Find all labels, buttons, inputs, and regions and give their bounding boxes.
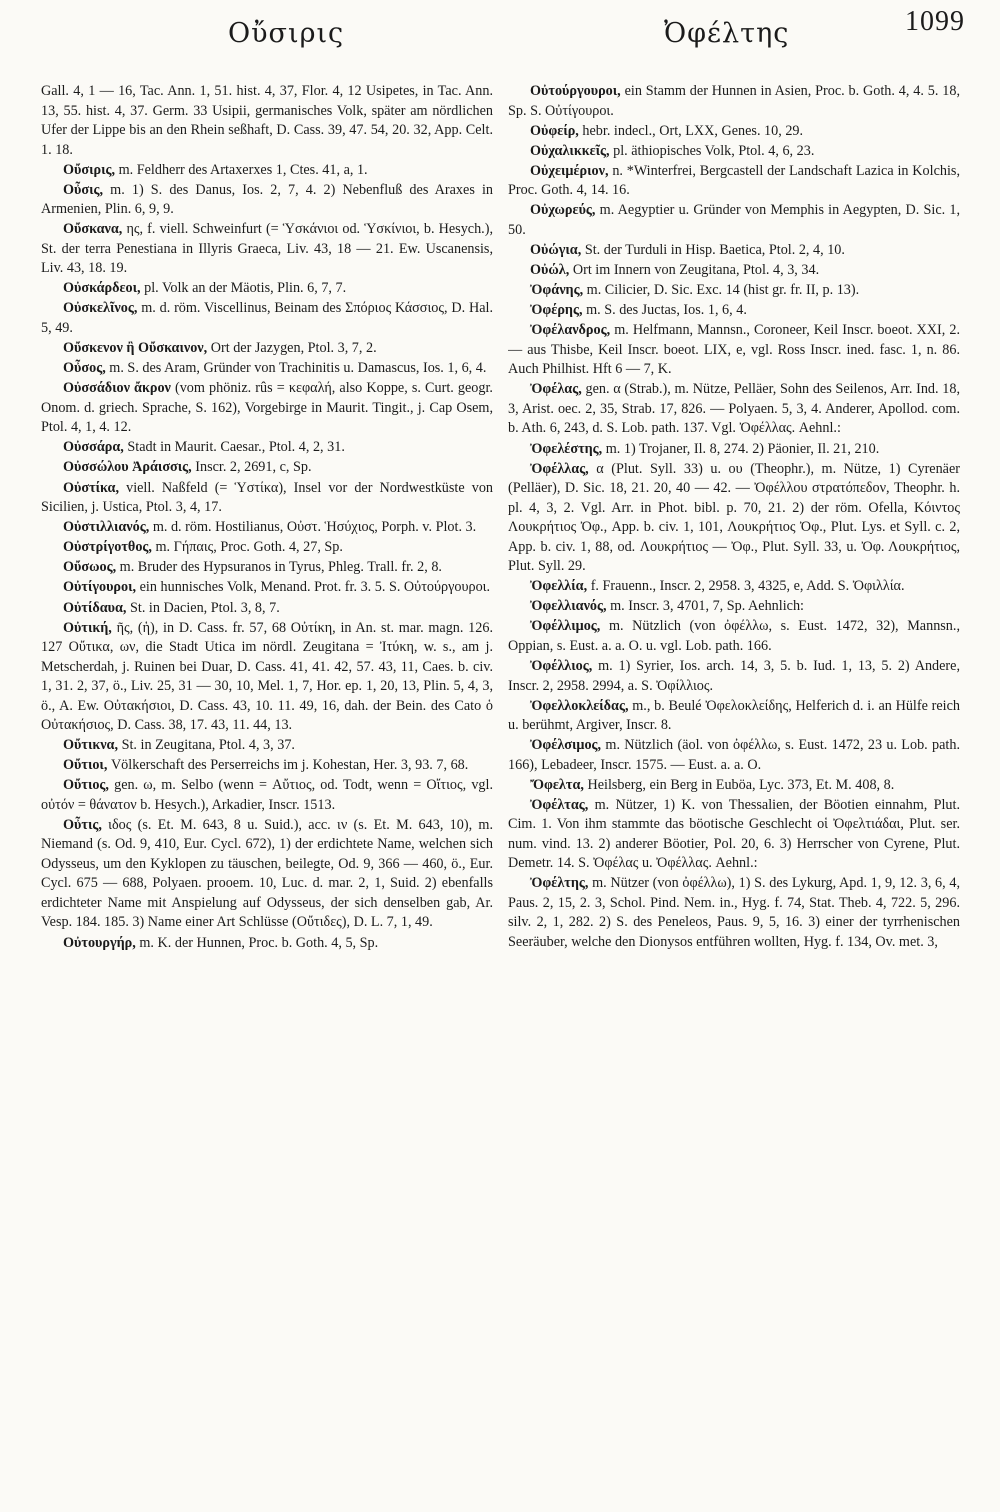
- entry-headword: Οὐσκελῖνος,: [63, 300, 138, 317]
- dictionary-entry: [508, 597, 960, 617]
- entry-text: ης, f. viell. Schweinfurt (= Ὑσκάνιοι od. Ὑσκίνιοι, b. Hesych.), St. der terra Penestiana in Illyris Graeca, Liv. 43, 18 — 21. Ew. Uscanensis, Liv. 43, 18. 19.: [41, 221, 493, 277]
- entry-headword: Οὐχωρεύς,: [530, 202, 596, 219]
- dictionary-entry: [41, 558, 493, 578]
- dictionary-entry: [41, 379, 493, 438]
- entry-text: m. Nützer, 1) K. von Thessalien, der Böotien einnahm, Plut. Cim. 1. Von ihm stammte das böotische Geschlecht οἱ Ὀφελτιάδαι, Plut. ser. num. vind. 13. 2) anderer Böotier, Pol. 20, 6. 3) Herrscher von Cyrene, Plut. Demetr. 14. S. Ὀφέλας u. Ὀφέλλας. Aehnl.:: [508, 796, 960, 872]
- entry-headword: Οὐώγια,: [530, 241, 582, 258]
- entry-text: m. 1) S. des Danus, Ios. 2, 7, 4. 2) Nebenfluß des Araxes in Armenien, Plin. 6, 9, 9.: [41, 181, 493, 218]
- entry-headword: Ὀφέλλιος,: [530, 658, 593, 674]
- entry-headword: Οὔσκενον ἢ Οὔσκαινον,: [63, 340, 208, 357]
- entry-text: Heilsberg, ein Berg in Euböa, Lyc. 373, Et. M. 408, 8.: [587, 776, 895, 793]
- dictionary-entry: [508, 440, 960, 460]
- entry-headword: Ὄφελτα,: [530, 776, 584, 793]
- entry-headword: Οὐστίκα,: [63, 479, 119, 496]
- entry-headword: Οὐσσάρα,: [63, 439, 124, 456]
- entry-headword: Οὔτιοι,: [63, 757, 108, 774]
- entry-headword: Οὐσσάδιον ἄκρον: [63, 380, 171, 397]
- entry-headword: Οὐσσώλου Ἀράισσις,: [63, 459, 192, 476]
- dictionary-entry: [41, 518, 493, 538]
- entry-headword: Οὐχαλικκεῖς,: [530, 142, 610, 159]
- entry-text: m. K. der Hunnen, Proc. b. Goth. 4, 5, Sp.: [139, 934, 379, 951]
- entry-text: m. Aegyptier u. Gründer von Memphis in Aegypten, D. Sic. 1, 50.: [508, 202, 960, 238]
- dictionary-entry: [508, 796, 960, 874]
- entry-headword: Οὖτις,: [63, 816, 102, 833]
- entry-headword: Οὐστιλλιανός,: [63, 519, 150, 536]
- entry-text: (vom phöniz. rûs = κεφαλή, also Koppe, s. Curt. geogr. Onom. d. griech. Sprache, S. 162), Vorgebirge in Maurit. Tingit., j. Cap Osem, Ptol. 4, 1, 4. 12.: [41, 380, 493, 436]
- entry-headword: Οὖσις,: [63, 181, 104, 198]
- entry-text: ein hunnisches Volk, Menand. Prot. fr. 3. 5. S. Οὐτούργουροι.: [139, 579, 491, 596]
- entry-text: m. S. des Juctas, Ios. 1, 6, 4.: [586, 302, 747, 319]
- dictionary-entry: [508, 301, 960, 321]
- dictionary-entry: [508, 82, 960, 121]
- dictionary-entry: [41, 359, 493, 379]
- entry-text: m. Γήπαις, Proc. Goth. 4, 27, Sp.: [155, 539, 343, 556]
- entry-text: m. 1) Trojaner, Il. 8, 274. 2) Päonier, Il. 21, 210.: [605, 440, 880, 457]
- entry-text: Völkerschaft des Perserreichs im j. Kohestan, Her. 3, 93. 7, 68.: [110, 757, 469, 774]
- entry-headword: Οὔτικνα,: [63, 737, 119, 754]
- entry-text: viell. Naßfeld (= Ὑστίκα), Insel vor der Nordwestküste von Sicilien, j. Ustica, Ptol. 3, 4, 17.: [41, 479, 493, 516]
- dictionary-entry: [508, 321, 960, 380]
- dictionary-entry: [41, 619, 493, 736]
- entry-headword: Οὐτίγουροι,: [63, 579, 137, 596]
- entry-headword: Οὔτιος,: [63, 777, 109, 794]
- dictionary-entry: [41, 816, 493, 933]
- entry-headword: Οὐτούργουροι,: [530, 83, 621, 99]
- entry-headword: Οὔσιρις,: [63, 161, 116, 178]
- dictionary-entry: [508, 261, 960, 281]
- entry-text: m. Nützlich (von ὀφέλλω, s. Eust. 1472, 32), Mannsn., Oppian, s. Eust. a. a. O. u. vgl. Lob. path. 166.: [508, 618, 960, 654]
- dictionary-entry: [508, 122, 960, 142]
- dictionary-entry: [41, 934, 493, 954]
- dictionary-entry: [41, 82, 493, 160]
- entry-headword: Οὐστρίγοτθος,: [63, 539, 152, 556]
- entry-headword: Ὀφέλλας,: [530, 460, 589, 477]
- dictionary-entry: [508, 657, 960, 696]
- entry-text: pl. äthiopisches Volk, Ptol. 4, 6, 23.: [613, 142, 815, 159]
- entry-headword: Οὔσωος,: [63, 559, 117, 576]
- dictionary-entry: [41, 736, 493, 756]
- dictionary-entry: [508, 281, 960, 301]
- entry-text: Ort im Innern von Zeugitana, Ptol. 4, 3, 34.: [572, 262, 820, 279]
- entry-headword: Ὀφέλτας,: [530, 796, 589, 813]
- entry-text: α (Plut. Syll. 33) u. ου (Theophr.), m. Nütze, 1) Cyrenäer (Pelläer), D. Sic. 18, 21. 20, 40 — 42. — Ὀφέλλου στρατόπεδον, Theophr. h. pl. 4, 3, 2. Vgl. Arr. in Phot. bibl. p. 70, 21. 2) der röm. Ofella, Κόιντος Λουκρήτιος Ὀφ., App. b. civ. 1, 101, Λουκρήτιος Ὀφ., Plut. Lys. et Syll. c. 2, App. b. civ. 1, 88, od. Λουκρήτιος — Ὀφ., Plut. Syll. 33, u. Ὀφ. Λουκρήτιος, Plut. Syll. 29.: [508, 460, 960, 575]
- entry-text: hebr. indecl., Ort, LXX, Genes. 10, 29.: [582, 122, 804, 139]
- entry-text: f. Frauenn., Inscr. 2, 2958. 3, 4325, e, Add. S. Ὀφιλλία.: [590, 578, 905, 595]
- running-head-center: Ὀφέλτης: [664, 18, 790, 49]
- dictionary-entry: [41, 756, 493, 776]
- entry-text: St. in Zeugitana, Ptol. 4, 3, 37.: [121, 737, 295, 754]
- entry-text: Inscr. 2, 2691, c, Sp.: [195, 459, 312, 476]
- dictionary-entry: [41, 776, 493, 815]
- dictionary-entry: [508, 577, 960, 597]
- entry-headword: Οὐώλ,: [530, 262, 570, 279]
- entry-headword: Ὀφελέστης,: [530, 440, 603, 457]
- dictionary-entry: [508, 617, 960, 656]
- entry-text: ιδος (s. Et. M. 643, 8 u. Suid.), acc. ιν (s. Et. M. 643, 10), m. Niemand (s. Od. 9, 410, Eur. Cycl. 672), 1) der erdichtete Name, welchen sich Odysseus, um den Kyklopen zu täuschen, beilegte, Od. 9, 366 — 460, ö., Eur. Cycl. 675 — 688, Polyaen. prooem. 10, Luc. d. mar. 2, 1, Suid. 2) ebenfalls erdichteter Name mit Anspielung auf Odysseus, der sich denselben gab, Ar. Vesp. 184. 185. 3) Name einer Art Schlüsse (Οὔτιδες), D. L. 7, 1, 49.: [41, 816, 493, 931]
- entry-text: ῆς, (ἡ), in D. Cass. fr. 57, 68 Οὐτίκη, in An. st. mar. magn. 126. 127 Οὔτικα, ων, die Stadt Utica im nördl. Zeugitana = Ἰτύκη, w. s., am j. Metscherdah, j. Ruinen bei Duar, D. Cass. 41, 41. 42, 57. 43, 11, Caes. b. civ. 1, 31. 2, 37, ö., Liv. 25, 31 — 30, 10, Mel. 1, 7, Hor. ep. 1, 20, 13, Plin. 5, 4, 3, ö., A. Ew. Οὐτακήσιοι, D. Cass. 43, 10. 11. 49, 16, dah. der Bein. des Cato ὁ Οὐτακήσιος, D. Cass. 38, 17. 43, 11. 44, 13.: [41, 619, 493, 734]
- dictionary-entry: [41, 339, 493, 359]
- entry-text: m. d. röm. Viscellinus, Beinam des Σπόριος Κάσσιος, D. Hal. 5, 49.: [41, 300, 493, 336]
- entry-headword: Οὐχειμέριον,: [530, 162, 609, 179]
- entry-headword: Ὀφελλοκλείδας,: [530, 697, 629, 714]
- dictionary-entry: [41, 161, 493, 181]
- dictionary-entry: [508, 460, 960, 577]
- entry-text: m. S. des Aram, Gründer von Trachinitis u. Damascus, Ios. 1, 6, 4.: [109, 360, 487, 377]
- left-column: [41, 82, 493, 1502]
- dictionary-entry: [508, 201, 960, 240]
- entry-headword: Οὐτουργήρ,: [63, 934, 136, 951]
- entry-text: m. Nützlich (äol. von ὀφέλλω, s. Eust. 1472, 23 u. Lob. path. 166), Lebadeer, Inscr. 1575. — Eust. a. a. O.: [508, 737, 960, 773]
- entry-text: Gall. 4, 1 — 16, Tac. Ann. 1, 51. hist. 4, 37, Flor. 4, 12 Usipetes, in Tac. Ann. 13, 55. hist. 4, 37. Germ. 33 Usipii, germanisches Volk, später am nördlichen Ufer der Lippe bis an den Rhein seßhaft, D. Cass. 39, 47. 54, 20. 32, App. Celt. 1. 18.: [41, 83, 493, 158]
- dictionary-entry: [41, 479, 493, 518]
- dictionary-entry: [508, 241, 960, 261]
- entry-headword: Ὀφελλιανός,: [530, 598, 607, 615]
- entry-text: gen. ω, m. Selbo (wenn = Αὔτιος, od. Todt, wenn = Οἴτιος, vgl. οὐτόν = θάνατον b. Hesych.), Arkadier, Inscr. 1513.: [41, 777, 493, 813]
- entry-text: m. Cilicier, D. Sic. Exc. 14 (hist gr. fr. II, p. 13).: [586, 282, 860, 299]
- entry-text: St. in Dacien, Ptol. 3, 8, 7.: [130, 599, 280, 616]
- entry-headword: Ὀφέρης,: [530, 302, 583, 319]
- entry-text: St. der Turduli in Hisp. Baetica, Ptol. 2, 4, 10.: [584, 241, 845, 258]
- entry-headword: Ὀφάνης,: [530, 282, 584, 299]
- entry-text: m. Bruder des Hypsuranos in Tyrus, Phleg. Trall. fr. 2, 8.: [119, 559, 442, 576]
- dictionary-entry: [508, 874, 960, 952]
- entry-headword: Ὀφελλία,: [530, 578, 588, 595]
- dictionary-entry: [41, 458, 493, 478]
- dictionary-entry: [508, 162, 960, 201]
- entry-text: pl. Volk an der Mäotis, Plin. 6, 7, 7.: [144, 280, 347, 297]
- dictionary-entry: [508, 697, 960, 736]
- entry-text: Stadt in Maurit. Caesar., Ptol. 4, 2, 31.: [127, 439, 345, 456]
- dictionary-entry: [41, 299, 493, 338]
- entry-text: m. Nützer (von ὀφέλλω), 1) S. des Lykurg, Apd. 1, 9, 12. 3, 6, 4, Paus. 2, 15, 2. 3, Schol. Pind. Nem. in., Hyg. f. 74, Stat. Theb. 4, 722. 5, 296. silv. 2, 1, 282. 2) S. des Peneleos, Paus. 9, 5, 16. 3) einer der tyrrhenischen Seeräuber, welche den Dionysos entführen wollten, Hyg. f. 134, Ov. met. 3,: [508, 875, 960, 950]
- entry-headword: Οὐφείρ,: [530, 122, 579, 139]
- entry-text: m., b. Beulé Ὀφελοκλείδης, Helferich d. i. an Hülfe reich u. berühmt, Argiver, Inscr. 8.: [508, 697, 960, 734]
- running-head-left: Οὔσιρις: [228, 18, 345, 49]
- entry-text: m. Feldherr des Artaxerxes 1, Ctes. 41, a, 1.: [118, 161, 368, 178]
- entry-headword: Ὀφέλας,: [530, 381, 582, 398]
- entry-text: ein Stamm der Hunnen in Asien, Proc. b. Goth. 4, 4. 5. 18, Sp. S. Οὐτίγουροι.: [508, 83, 960, 119]
- entry-headword: Ὀφέλσιμος,: [530, 737, 602, 754]
- dictionary-entry: [41, 181, 493, 220]
- entry-headword: Οὐτική,: [63, 619, 112, 636]
- entry-text: n. *Winterfrei, Bergcastell der Landschaft Lazica in Kolchis, Proc. Goth. 4, 14. 16.: [508, 162, 960, 199]
- entry-headword: Οὐτίδαυα,: [63, 599, 127, 616]
- dictionary-entry: [41, 599, 493, 619]
- entry-headword: Οὐσκάρδεοι,: [63, 280, 141, 297]
- entry-text: m. Helfmann, Mannsn., Coroneer, Keil Inscr. boeot. XXI, 2. — aus Thisbe, Keil Inscr. boeot. LIX, e, vgl. Ross Inscr. ined. fasc. 1, n. 86. Auch Philhist. Hft 6 — 7, K.: [508, 322, 960, 378]
- dictionary-entry: [508, 736, 960, 775]
- dictionary-entry: [41, 279, 493, 299]
- entry-headword: Οὔσκανα,: [63, 221, 123, 238]
- dictionary-entry: [41, 438, 493, 458]
- entry-text: m. Inscr. 3, 4701, 7, Sp. Aehnlich:: [610, 598, 804, 615]
- entry-headword: Οὖσος,: [63, 360, 106, 377]
- dictionary-entry: [41, 538, 493, 558]
- dictionary-entry: [508, 380, 960, 439]
- dictionary-entry: [41, 578, 493, 598]
- entry-text: Ort der Jazygen, Ptol. 3, 7, 2.: [210, 340, 377, 357]
- dictionary-entry: [508, 776, 960, 796]
- entry-headword: Ὀφέλτης,: [530, 875, 589, 892]
- page-number: 1099: [905, 6, 965, 37]
- dictionary-entry: [508, 142, 960, 162]
- entry-headword: Ὀφέλανδρος,: [530, 322, 611, 339]
- entry-headword: Ὀφέλλιμος,: [530, 618, 601, 635]
- entry-text: gen. α (Strab.), m. Nütze, Pelläer, Sohn des Seilenos, Arr. Ind. 18, 3, Arist. oec. 2, 35, Strab. 17, 826. — Polyaen. 5, 3, 4. Anderer, Apollod. com. b. Ath. 6, 243, d. S. Lob. path. 137. Vgl. Ὀφέλλας. Aehnl.:: [508, 381, 960, 437]
- dictionary-entry: [41, 220, 493, 279]
- entry-text: m. 1) Syrier, Ios. arch. 14, 3, 5. b. Iud. 1, 13, 5. 2) Andere, Inscr. 2, 2958. 2994, a. S. Ὀφίλλιος.: [508, 658, 960, 694]
- right-column: [508, 82, 960, 1502]
- entry-text: m. d. röm. Hostilianus, Οὐστ. Ἡσύχιος, Porph. v. Plot. 3.: [152, 519, 477, 536]
